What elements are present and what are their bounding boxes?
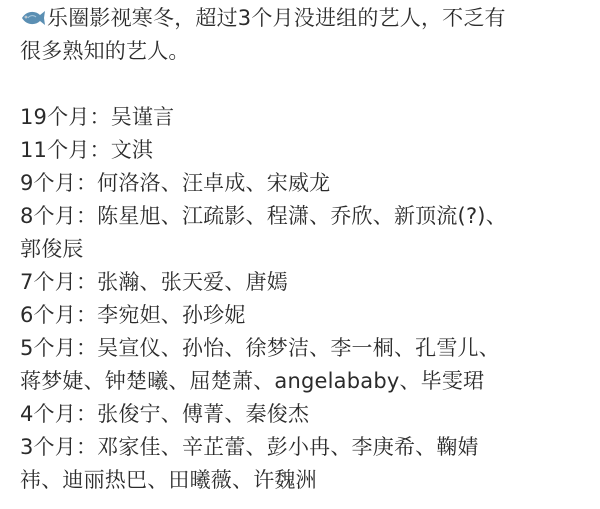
list-item: 5个月：吴宣仪、孙怡、徐梦洁、李一桐、孔雪儿、 — [20, 336, 500, 360]
list-item: 11个月：文淇 — [20, 138, 154, 162]
list-item: 4个月：张俊宁、傅菁、秦俊杰 — [20, 402, 310, 426]
intro-line-1 — [20, 2, 592, 35]
fish-icon — [20, 8, 46, 28]
list-item: 9个月：何洛洛、汪卓成、宋威龙 — [20, 171, 331, 195]
list-item: 19个月：吴谨言 — [20, 105, 175, 129]
intro-text-1: 乐圈影视寒冬，超过3个月没进组的艺人，不乏有 — [47, 6, 506, 30]
list-item-continuation: 郭俊辰 — [20, 237, 84, 261]
blank-line — [20, 68, 592, 101]
list-item-continuation: 蒋梦婕、钟楚曦、屈楚萧、angelababy、毕雯珺 — [20, 369, 485, 393]
list-item: 6个月：李宛妲、孙珍妮 — [20, 303, 246, 327]
intro-line-2: 很多熟知的艺人。 — [20, 39, 190, 63]
list-item-continuation: 祎、迪丽热巴、田曦薇、许魏洲 — [20, 468, 317, 492]
list-item: 8个月：陈星旭、江疏影、程潇、乔欣、新顶流(?)、 — [20, 204, 507, 228]
post-body — [20, 2, 592, 497]
list-item: 3个月：邓家佳、辛芷蕾、彭小冉、李庚希、鞠婧 — [20, 435, 479, 459]
list-item: 7个月：张瀚、张天爱、唐嫣 — [20, 270, 288, 294]
